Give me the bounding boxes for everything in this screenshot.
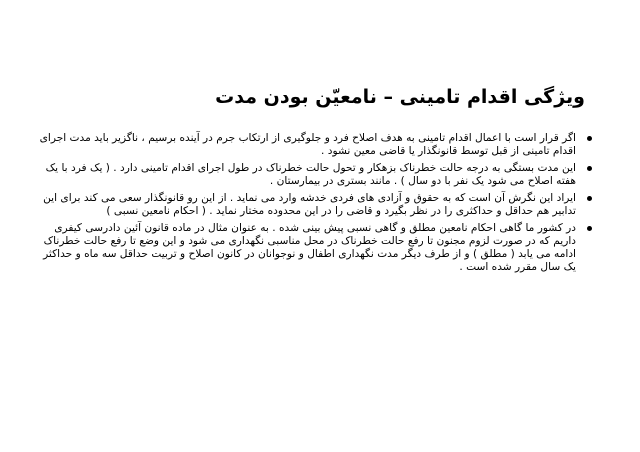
bullet-dot-icon [587,196,592,201]
bullet-list [37,132,592,278]
bullet-text: در کشور ما گاهی احکام نامعین مطلق و گاهی نسبی پیش بینی شده . به عنوان مثال در ماده قانون آئین دادرسی کیفری داریم که در صورت لزوم مجنون تا رفع حالت خطرناک در محل مناسبی نگهداری می شود و این وضع تا رفع حالت خطرناک ادامه می یابد ( مطلق ) و از طرف دیگر مدت نگهداری اطفال و نوجوانان در کانون اصلاح و تربیت حداقل سه ماه و حداکثر یک سال مقرر شده است . [43,222,576,273]
bullet-item [37,162,592,188]
bullet-text: این مدت بستگی به درجه حالت خطرناک بزهکار و تحول حالت خطرناک در طول اجرای اقدام تامینی دارد . ( یک فرد با یک هفته اصلاح می شود یک نفر با دو سال ) . مانند بستری در بیمارستان . [45,162,576,187]
bullet-text: اگر قرار است با اعمال اقدام تامینی به هدف اصلاح فرد و جلوگیری از ارتکاب جرم در آینده برسیم ، ناگزیر باید مدت اجرای اقدام تامینی از قبل توسط قانونگذار یا قاضی معین نشود . [39,132,576,157]
bullet-dot-icon [587,166,592,171]
bullet-item [37,192,592,218]
bullet-item [37,132,592,158]
bullet-dot-icon [587,226,592,231]
bullet-item [37,222,592,274]
bullet-dot-icon [587,136,592,141]
bullet-text: ایراد این نگرش آن است که به حقوق و آزادی های فردی خدشه وارد می نماید . از این رو قانونگذار سعی می کند برای این تدابیر هم حداقل و حداکثری را در نظر بگیرد و قاضی را در این محدوده مختار نماید . ( احکام نامعین نسبی ) [43,192,576,217]
slide-title: ویژگی اقدام تامینی – نامعیّن بودن مدت [215,86,585,108]
